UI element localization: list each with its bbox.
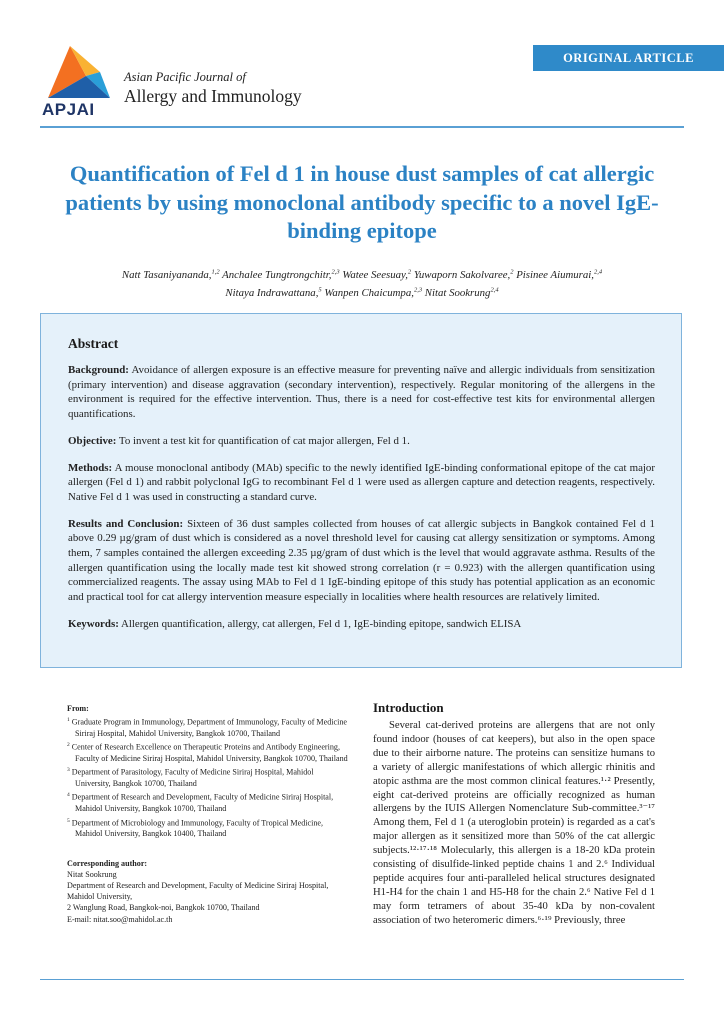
abstract-box [40,313,682,668]
logo-text: APJAI [42,100,95,119]
affiliation-item: $^5$ Department of Microbiology and Immunology, Faculty of Tropical Medicine, Mahidol University, Bangkok 10400, Thailand [67,817,324,839]
journal-name-line1: Asian Pacific Journal of [124,70,246,84]
affiliation-item: $^4$ Department of Research and Development, Faculty of Medicine Siriraj Hospital, Mahidol University, Bangkok 10700, Thailand [67,792,334,814]
introduction-column [373,700,655,928]
abstract-methods: Methods: A mouse monoclonal antibody (MAb) specific to the newly identified IgE-binding conformational epitope of the cat major allergen (Fel d 1) and rabbit polyclonal IgG to recombinant Fel d 1 were used as allergen capture and detection reagents, respectively. Native Fel d 1 was used in constructing a standard curve. [68,461,655,503]
author: Nitaya Indrawattana,$^5$ [225,286,322,300]
abstract-keywords: Keywords: Allergen quantification, allergy, cat allergen, Fel d 1, IgE-binding epitope, sandwich ELISA [68,617,522,630]
corresponding-author-name: Nitat Sookrung [67,869,117,879]
corresponding-author-dept: Department of Research and Development, Faculty of Medicine Siriraj Hospital, Mahidol University, [67,881,329,902]
author: Watee Seesuay,$^2$ [342,268,412,281]
abstract-background: Background: Avoidance of allergen exposure is an effective measure for preventing naïve and allergic individuals from sensitization (primary intervention) and disease aggravation (secondary intervention), respectively. Regular monitoring of the allergens in the environment is required for the effective intervention. Thus, there is a need for cost-effective test kits for environmental allergen quantifications. [68,364,655,421]
from-label: From: [67,704,89,713]
author: Anchalee Tungtrongchitr,$^{2,3}$ [222,268,340,281]
header-divider [40,126,684,128]
affiliation-item: $^3$ Department of Parasitology, Faculty of Medicine Siriraj Hospital, Mahidol University, Bangkok 10700, Thailand [67,767,314,789]
apjai-logo [40,42,116,102]
affiliation-item: $^1$ Graduate Program in Immunology, Department of Immunology, Faculty of Medicine Siriraj Hospital, Mahidol University, Bangkok 10700, Thailand [67,717,347,739]
article-type-badge: ORIGINAL ARTICLE [533,45,724,71]
journal-name-line2: Allergy and Immunology [124,86,302,106]
author: Yuwaporn Sakolvaree,$^2$ [413,268,514,281]
abstract-heading: Abstract [68,336,119,351]
corresponding-author-email[interactable]: E-mail: nitat.soo@mahidol.ac.th [67,914,173,924]
author-list [70,264,654,301]
affiliation-item: $^2$ Center of Research Excellence on Therapeutic Proteins and Antibody Engineering, Faculty of Medicine Siriraj Hospital, Mahidol University, Bangkok 10700, Thailand [67,742,348,764]
introduction-heading: Introduction [373,700,444,715]
affiliations-column [67,703,349,925]
author: Natt Tasaniyananda,$^{1,2}$ [121,268,220,281]
footer-divider [40,979,684,980]
article-title: Quantification of Fel d 1 in house dust samples of cat allergic patients by using monoclonal antibody specific to a novel IgE-binding epitope [65,161,659,243]
author: Nitat Sookrung$^{2,4}$ [424,286,499,300]
corresponding-author-label: Corresponding author: [67,858,148,868]
apjai-logo-mark [40,42,116,102]
abstract-results: Results and Conclusion: Sixteen of 36 dust samples collected from houses of cat allergic subjects in Bangkok contained Fel d 1 above 0.29 µg/gram of dust which is considered as a novel threshold level for causing cat allergy sensitization or symptoms. Among them, 7 samples contained the allergen exceeding 2.35 µg/gram of dust which is the level that would aggravate asthma. Results of the allergen quantification using the locally made test kit showed strong correlation (r = 0.923) with the allergen quantification using commercialized reagents. The assay using MAb to Fel d 1 IgE-binding epitope of this study has potential application as an economic and practical tool for cat allergy intervention measure especially in localities where health resources are relatively limited. [68,517,655,604]
author: Wanpen Chaicumpa,$^{2,3}$ [324,286,423,300]
author: Pisinee Aiumurai,$^{2,4}$ [516,268,603,281]
corresponding-author-address: 2 Wanglung Road, Bangkok-noi, Bangkok 10700, Thailand [67,903,260,913]
abstract-objective: Objective: To invent a test kit for quantification of cat major allergen, Fel d 1. [68,434,410,447]
introduction-text: Several cat-derived proteins are allergens that are not only found indoor (houses of cat keepers), but also in the open space due to their airborne nature. The proteins can sensitize humans to a variety of allergic manifestations of which allergic rhinitis and atopic asthma are the most common clinical features.¹·² Presently, eight cat-derived proteins are officially recognized as human allergens by the IUIS Allergen Nomenclature Sub-committee.³⁻¹⁷ Among them, Fel d 1 (a uteroglobin protein) is regarded as a cat's major allergen as it sensitized more than 50% of the cat allergic subjects.¹²·¹⁷·¹⁸ Molecularly, this allergen is a 18-20 kDa protein consisting of disulfide-linked peptide chains 1 and 2.⁶ Individual peptide acquires four anti-paralleled helical structures designated H1-H4 for the chain 1 and H5-H8 for the chain 2.⁶ Native Fel d 1 may form tetramers of about 35-40 kDa by non-covalent association of two heteromeric dimers.⁶·¹⁹ Previously, three [373,720,655,926]
